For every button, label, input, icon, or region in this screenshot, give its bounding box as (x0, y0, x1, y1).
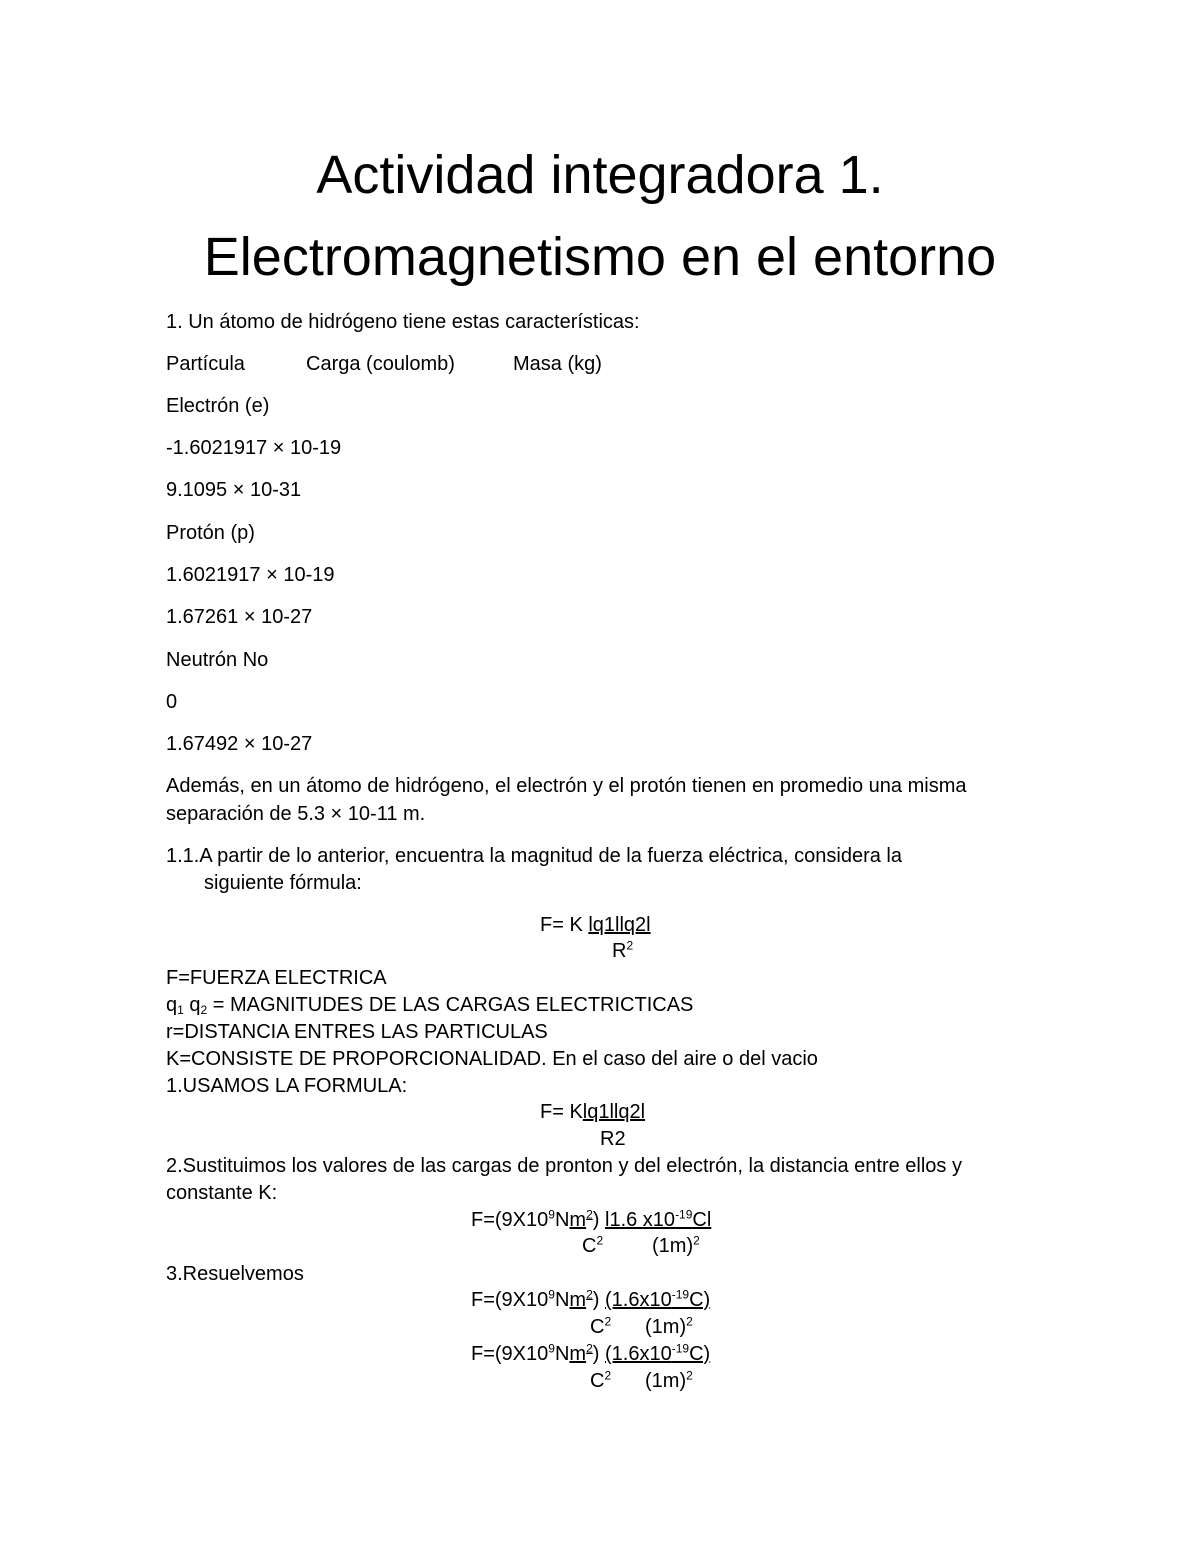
formula-prefix: F= K (540, 914, 589, 936)
step3-row1-numerator: $F=(9X10^9Nm^2)$ $(1.6x10^{-19}C)$ (471, 1287, 711, 1311)
table-line: -1.6021917 × 10-19 (166, 437, 342, 459)
table-line: Protón (p) (166, 522, 255, 544)
step1-denominator: R2 (600, 1128, 626, 1150)
table-line: 0 (166, 691, 178, 713)
table-line: 1.67492 × 10-27 (166, 733, 313, 755)
step3-row2-numerator: $F=(9X10^9Nm^2)$ $(1.6x10^{-19}C)$ (471, 1341, 711, 1365)
table-header-charge: Carga (coulomb) (306, 353, 455, 375)
step2-line-1: 2.Sustituimos los valores de las cargas de pronton y del electrón, la distancia entre ellos y (166, 1155, 962, 1177)
step3-row1-denominator-m: $(1m)^2$ (645, 1314, 693, 1338)
table-line: Neutrón No (166, 649, 269, 671)
step1-label: 1.USAMOS LA FORMULA: (166, 1075, 408, 1097)
step2-formula-numerator: $F=(9X10^9Nm^2)$ l1.6 $x10^{-19}Cl$ (471, 1207, 712, 1231)
table-line: 9.1095 × 10-31 (166, 479, 302, 501)
step2-denominator-m: $(1m)^2$ (652, 1233, 700, 1257)
intro-text: 1. Un átomo de hidrógeno tiene estas características: (166, 311, 640, 333)
formula-numerator: lq1llq2l (588, 914, 651, 936)
step1-numerator-line: F= Klq1llq2l (540, 1101, 646, 1123)
step1-numerator: lq1llq2l (582, 1101, 646, 1123)
definition-q: $q_1$ $q_2$ = MAGNITUDES DE LAS CARGAS ELECTRICTICAS (166, 994, 694, 1017)
definition-r: r=DISTANCIA ENTRES LAS PARTICULAS (166, 1021, 548, 1043)
step2-denominator-c: $C^2$ (582, 1233, 604, 1257)
title-line-1: Actividad integradora 1. (316, 145, 884, 205)
table-line: Electrón (e) (166, 395, 270, 417)
definition-f: F=FUERZA ELECTRICA (166, 967, 387, 989)
step3-label: 3.Resuelvemos (166, 1263, 304, 1285)
table-line: 1.67261 × 10-27 (166, 606, 313, 628)
separation-line-2: separación de 5.3 × 10-11 m. (166, 803, 426, 825)
table-line: 1.6021917 × 10-19 (166, 564, 335, 586)
formula-denominator: $R^2$ (612, 938, 634, 962)
definition-k: K=CONSISTE DE PROPORCIONALIDAD. En el caso del aire o del vacio (166, 1048, 818, 1070)
separation-line-1: Además, en un átomo de hidrógeno, el electrón y el protón tienen en promedio una misma (166, 775, 967, 797)
formula-numerator-line (540, 913, 651, 937)
title-line-2: Electromagnetismo en el entorno (203, 227, 997, 287)
step3-row2-denominator-c: $C^2$ (590, 1368, 612, 1392)
question-line-1: 1.1.A partir de lo anterior, encuentra la magnitud de la fuerza eléctrica, considera la (166, 845, 902, 867)
table-header-particle: Partícula (166, 353, 245, 375)
question-line-2: siguiente fórmula: (204, 872, 362, 894)
step2-line-2: constante K: (166, 1182, 278, 1204)
step3-row2-denominator-m: $(1m)^2$ (645, 1368, 693, 1392)
step3-row1-denominator-c: $C^2$ (590, 1314, 612, 1338)
table-header-mass: Masa (kg) (513, 353, 602, 375)
